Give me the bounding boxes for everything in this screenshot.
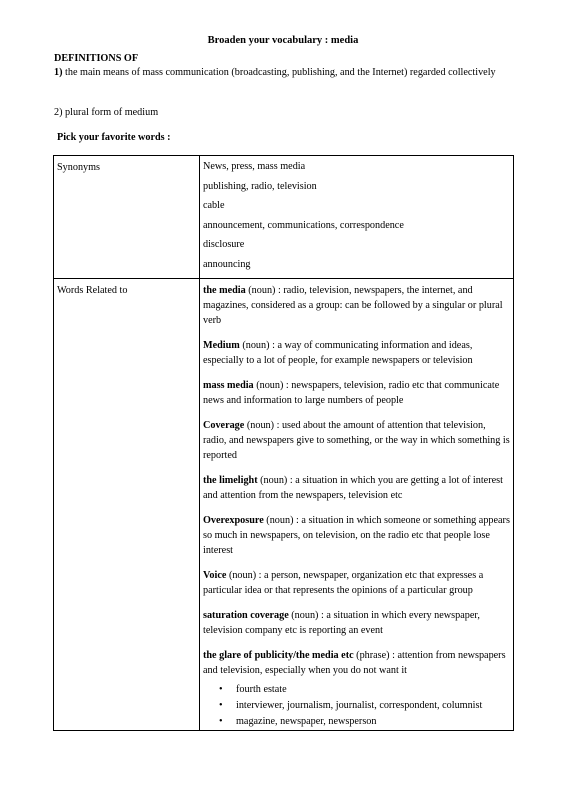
entry-pos: (phrase) <box>353 649 390 661</box>
word-entry <box>203 283 511 328</box>
word-entry <box>203 568 511 598</box>
synonyms-row <box>54 156 514 279</box>
synonym-item: announcement, communications, correspondence <box>203 219 404 231</box>
entry-definition: : newspapers, television, radio etc that communicate news and information to large numbers of people <box>203 379 500 406</box>
entry-pos: (noun) <box>226 569 257 581</box>
synonym-item: disclosure <box>203 239 245 251</box>
entry-pos: (noun) <box>257 474 288 486</box>
definition-2: 2) plural form of medium <box>54 107 159 118</box>
entry-definition: : a situation in which every newspaper, television company etc is reporting an event <box>203 609 480 636</box>
synonym-item: cable <box>203 200 225 212</box>
entry-pos: (noun) <box>239 339 270 351</box>
word-entry <box>203 648 511 678</box>
synonym-item: announcing <box>203 258 251 270</box>
entry-term: Coverage <box>203 419 245 431</box>
word-entry <box>203 473 511 503</box>
word-entry <box>203 418 511 463</box>
entry-definition: : a situation in which someone or something appears so much in newspapers, on television, on the radio etc that people lose interest <box>203 514 510 556</box>
definitions-heading: DEFINITIONS OF <box>54 53 139 64</box>
bullet-item: • fourth estate <box>219 682 511 697</box>
synonym-item: publishing, radio, television <box>203 180 317 192</box>
word-entry <box>203 608 511 638</box>
synonyms-list <box>200 156 514 279</box>
entry-term: saturation coverage <box>203 609 289 621</box>
entry-definition: : used about the amount of attention that television, radio, and newspapers give to something, or the way in which something is reported <box>203 419 510 461</box>
related-bullet-list <box>203 682 511 729</box>
word-entry <box>203 513 511 558</box>
vocabulary-table <box>53 155 514 731</box>
word-entry <box>203 378 511 408</box>
entry-definition: : a way of communicating information and ideas, especially to a lot of people, for example newspapers or television <box>203 339 473 366</box>
entry-pos: (noun) <box>244 419 275 431</box>
synonyms-label: Synonyms <box>54 156 200 279</box>
definition-1-text: the main means of mass communication (broadcasting, publishing, and the Internet) regarded collectively <box>62 67 496 78</box>
entry-definition: : a person, newspaper, organization etc that expresses a particular idea or that represents the opinions of a particular group <box>203 569 484 596</box>
definition-1 <box>54 66 513 80</box>
definition-1-number: 1) <box>54 67 63 78</box>
related-words-row <box>54 278 514 730</box>
page-title: Broaden your vocabulary : media <box>207 35 359 46</box>
entry-term: Voice <box>203 569 227 581</box>
entry-term: Overexposure <box>203 514 264 526</box>
entry-pos: (noun) <box>253 379 284 391</box>
entry-definition: : attention from newspapers and television, especially when you do not want it <box>203 649 506 676</box>
entry-definition: : a situation in which you are getting a lot of interest and attention from the newspapers, television etc <box>203 474 503 501</box>
related-words-list <box>200 278 514 730</box>
bullet-item: • interviewer, journalism, journalist, correspondent, columnist <box>219 698 511 713</box>
entry-definition: : radio, television, newspapers, the internet, and magazines, considered as a group: can be followed by a singular or plural verb <box>203 284 503 326</box>
word-entry <box>203 338 511 368</box>
entry-pos: (noun) <box>263 514 294 526</box>
entry-pos: (noun) <box>288 609 319 621</box>
related-words-label: Words Related to <box>54 278 200 730</box>
bullet-item: • magazine, newspaper, newsperson <box>219 714 511 729</box>
entry-term: the media <box>203 284 246 296</box>
entry-term: the glare of publicity/the media etc <box>203 649 354 661</box>
entry-term: the limelight <box>203 474 258 486</box>
entry-term: mass media <box>203 379 254 391</box>
entry-term: Medium <box>203 339 240 351</box>
synonym-item: News, press, mass media <box>203 161 306 172</box>
pick-words-heading: Pick your favorite words : <box>57 132 171 143</box>
entry-pos: (noun) <box>245 284 276 296</box>
